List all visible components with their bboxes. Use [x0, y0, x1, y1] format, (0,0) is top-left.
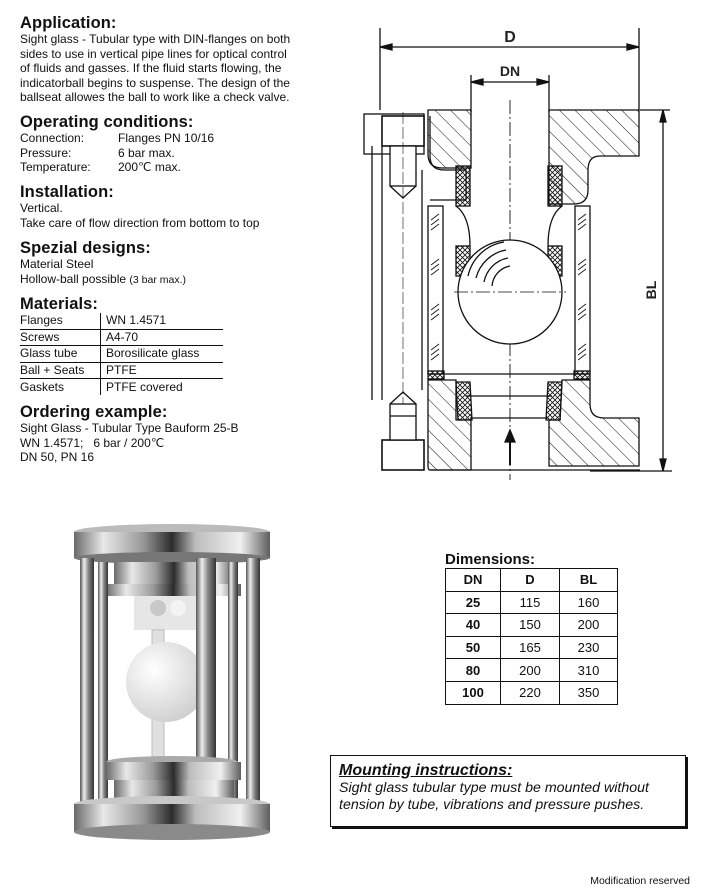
application-heading: Application: — [20, 14, 117, 32]
special-designs-section — [20, 239, 340, 287]
flow-direction-arrow-icon — [505, 430, 515, 465]
dimensions-d: 220 — [501, 681, 560, 704]
materials-row — [20, 379, 223, 395]
operating-label: Pressure: — [20, 145, 72, 160]
dimensions-bl: 230 — [560, 636, 618, 659]
dimensions-col-bl: BL — [560, 569, 618, 592]
materials-section — [20, 295, 340, 395]
dimensions-d: 115 — [501, 591, 560, 614]
installation-line: Vertical. — [20, 201, 63, 215]
operating-row — [20, 160, 340, 175]
dimensions-bl: 200 — [560, 614, 618, 637]
materials-part: Screws — [20, 329, 101, 346]
dimensions-dn: 50 — [446, 636, 501, 659]
special-line — [20, 272, 340, 288]
special-line: Material Steel — [20, 257, 94, 271]
operating-conditions-section — [20, 113, 340, 175]
materials-material: WN 1.4571 — [101, 313, 224, 329]
mounting-instructions-box — [330, 755, 686, 827]
operating-value: 200℃ max. — [118, 160, 181, 175]
dimensions-col-dn: DN — [446, 569, 501, 592]
materials-material: Borosilicate glass — [101, 346, 224, 363]
label-d: D — [504, 29, 516, 46]
materials-part: Ball + Seats — [20, 362, 101, 379]
dimensions-dn: 25 — [446, 591, 501, 614]
installation-line: Take care of flow direction from bottom to top — [20, 215, 260, 230]
dimensions-d: 150 — [501, 614, 560, 637]
photo-lower-ring — [106, 756, 241, 800]
modification-reserved-note: Modification reserved — [590, 875, 690, 887]
dimensions-row — [446, 659, 618, 682]
dimensions-table — [445, 568, 618, 705]
label-bl: BL — [643, 280, 659, 300]
ordering-heading: Ordering example: — [20, 403, 168, 421]
materials-material: PTFE — [101, 362, 224, 379]
materials-row — [20, 329, 223, 346]
special-hollow-ball: Hollow-ball possible — [20, 271, 127, 286]
operating-row — [20, 131, 340, 146]
operating-heading: Operating conditions: — [20, 113, 194, 131]
dimension-bl — [590, 110, 672, 471]
dimensions-dn: 40 — [446, 614, 501, 637]
dimensions-dn: 100 — [446, 681, 501, 704]
dimensions-row — [446, 591, 618, 614]
photo-ball — [126, 642, 206, 722]
dimensions-dn: 80 — [446, 659, 501, 682]
application-line: sides to use in vertical pipe lines for optical control — [20, 46, 287, 61]
application-line: indicatorball begins to suspense. The design of the — [20, 75, 290, 90]
mounting-line: tension by tube, vibrations and pressure pushes. — [339, 797, 645, 813]
dimensions-col-d: D — [501, 569, 560, 592]
photo-top-flange — [74, 524, 270, 564]
dimensions-section — [445, 551, 618, 705]
label-dn: DN — [499, 63, 521, 79]
dimensions-row — [446, 636, 618, 659]
operating-label: Temperature: — [20, 160, 91, 175]
materials-part: Glass tube — [20, 346, 101, 363]
application-section — [20, 14, 340, 105]
materials-table — [20, 313, 223, 395]
installation-section — [20, 183, 340, 230]
materials-row — [20, 362, 223, 379]
dimensions-heading: Dimensions: — [445, 551, 536, 568]
ordering-line: WN 1.4571; 6 bar / 200℃ — [20, 435, 165, 450]
dimensions-row — [446, 681, 618, 704]
application-line: ballseat allowes the ball to work like a check valve. — [20, 90, 290, 105]
operating-value: 6 bar max. — [118, 145, 175, 160]
ordering-line: DN 50, PN 16 — [20, 450, 95, 465]
materials-row — [20, 313, 223, 329]
operating-label: Connection: — [20, 131, 85, 145]
operating-row — [20, 146, 340, 161]
special-hollow-ball-note: (3 bar max.) — [129, 273, 187, 286]
mounting-heading: Mounting instructions: — [339, 762, 513, 779]
materials-part: Gaskets — [20, 379, 65, 394]
dimensions-bl: 310 — [560, 659, 618, 682]
dimensions-header-row — [446, 569, 618, 592]
dimensions-bl: 350 — [560, 681, 618, 704]
operating-value: Flanges PN 10/16 — [118, 131, 215, 145]
dimensions-bl: 160 — [560, 591, 618, 614]
product-photo — [66, 522, 278, 862]
photo-ball-seat — [134, 596, 200, 630]
dimensions-d: 200 — [501, 659, 560, 682]
materials-heading: Materials: — [20, 295, 99, 313]
ordering-example-section — [20, 403, 340, 465]
special-heading: Spezial designs: — [20, 239, 151, 257]
materials-row — [20, 346, 223, 363]
materials-material: PTFE covered — [101, 379, 224, 395]
materials-part: Flanges — [20, 313, 101, 329]
installation-heading: Installation: — [20, 183, 114, 201]
ordering-line: Sight Glass - Tubular Type Bauform 25-B — [20, 421, 239, 435]
application-line: of fluids and gasses. If the fluid starts flowing, the — [20, 61, 282, 76]
application-line: Sight glass - Tubular type with DIN-flanges on both — [20, 32, 291, 46]
materials-material: A4-70 — [101, 329, 224, 346]
dimensions-row — [446, 614, 618, 637]
mounting-line: Sight glass tubular type must be mounted without — [339, 780, 649, 796]
dimensions-d: 165 — [501, 636, 560, 659]
photo-bottom-flange — [74, 796, 270, 840]
sectional-drawing — [360, 20, 708, 480]
